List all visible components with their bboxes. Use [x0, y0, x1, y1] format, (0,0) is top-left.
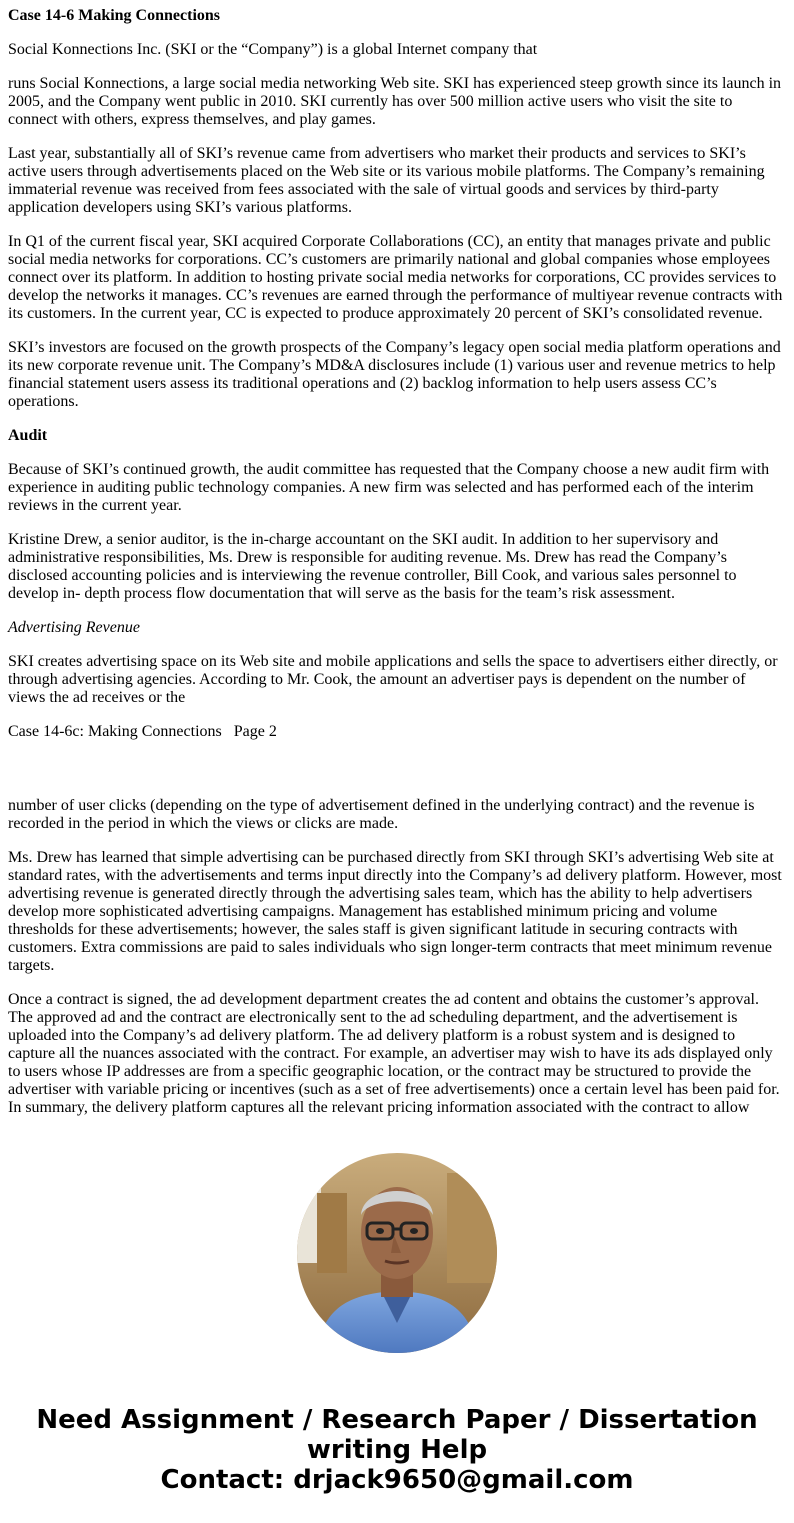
paragraph: In Q1 of the current fiscal year, SKI acquired Corporate Collaborations (CC), an entity that manages private and public social media networks for corporations. CC’s customers are primarily national and global companies whose employees connect over its platform. In addition to hosting private social media networks for corporations, CC provides services to develop the networks it manages. CC’s revenues are earned through the performance of multiyear revenue contracts with its customers. In the current year, CC is expected to produce approximately 20 percent of SKI’s consolidated revenue.	[8, 233, 783, 322]
promo-text	[0, 1405, 794, 1495]
subheading-advertising-revenue: Advertising Revenue	[8, 619, 140, 636]
promo-line: writing Help	[306, 1435, 488, 1465]
paragraph: Because of SKI’s continued growth, the audit committee has requested that the Company choose a new audit firm with experience in auditing public technology companies. A new firm was selected and has performed each of the interim reviews in the current year.	[8, 461, 770, 514]
promo-line: Need Assignment / Research Paper / Dissertation	[36, 1405, 758, 1435]
page-footer: Case 14-6c: Making Connections Page 2	[8, 723, 277, 740]
paragraph: runs Social Konnections, a large social media networking Web site. SKI has experienced steep growth since its launch in 2005, and the Company went public in 2010. SKI currently has over 500 million active users who visit the site to connect with others, express themselves, and play games.	[8, 75, 782, 128]
page-break-spacer	[8, 757, 786, 781]
paragraph: SKI’s investors are focused on the growth prospects of the Company’s legacy open social media platform operations and its new corporate revenue unit. The Company’s MD&A disclosures include (1) various user and revenue metrics to help financial statement users assess its traditional operations and (2) backlog information to help users assess CC’s operations.	[8, 339, 781, 410]
paragraph: Kristine Drew, a senior auditor, is the in-charge accountant on the SKI audit. In addition to her supervisory and administrative responsibilities, Ms. Drew is responsible for auditing revenue. Ms. Drew has read the Company’s disclosed accounting policies and is interviewing the revenue controller, Bill Cook, and various sales personnel to develop in- depth process flow documentation that will serve as the basis for the team’s risk assessment.	[8, 531, 737, 602]
paragraph: Ms. Drew has learned that simple advertising can be purchased directly from SKI through SKI’s advertising Web site at standard rates, with the advertisements and terms input directly into the Company’s ad delivery platform. However, most advertising revenue is generated directly through the advertising sales team, which has the ability to help advertisers develop more sophisticated advertising campaigns. Management has established minimum pricing and volume thresholds for these advertisements; however, the sales staff is given significant latitude in securing contracts with customers. Extra commissions are paid to sales individuals who sign longer-term contracts that meet minimum revenue targets.	[8, 849, 782, 974]
promo-banner	[0, 1123, 794, 1523]
paragraph: Social Konnections Inc. (SKI or the “Company”) is a global Internet company that	[8, 41, 538, 58]
paragraph: number of user clicks (depending on the type of advertisement defined in the underlying contract) and the revenue is recorded in the period in which the views or clicks are made.	[8, 797, 755, 832]
document-title: Case 14-6 Making Connections	[8, 7, 221, 24]
promo-contact-line: Contact: drjack9650@gmail.com	[160, 1465, 634, 1495]
paragraph: Once a contract is signed, the ad development department creates the ad content and obtains the customer’s approval. The approved ad and the contract are electronically sent to the ad scheduling department, and the advertisement is uploaded into the Company’s ad delivery platform. The ad delivery platform is a robust system and is designed to capture all the nuances associated with the contract. For example, an advertiser may wish to have its ads displayed only to users whose IP addresses are from a specific geographic location, or the contract may be structured to provide the advertiser with variable pricing or incentives (such as a set of free advertisements) once a certain level has been paid for. In summary, the delivery platform captures all the relevant pricing information associated with the contract to allow	[8, 991, 780, 1116]
portrait-photo-icon	[297, 1153, 497, 1353]
avatar	[297, 1153, 497, 1353]
paragraph: SKI creates advertising space on its Web site and mobile applications and sells the space to advertisers either directly, or through advertising agencies. According to Mr. Cook, the amount an advertiser pays is dependent on the number of views the ad receives or the	[8, 653, 778, 706]
section-heading-audit: Audit	[8, 427, 48, 444]
paragraph: Last year, substantially all of SKI’s revenue came from advertisers who market their products and services to SKI’s active users through advertisements placed on the Web site or its various mobile platforms. The Company’s remaining immaterial revenue was received from fees associated with the sale of virtual goods and services by third-party application developers using SKI’s various platforms.	[8, 145, 765, 216]
document-content	[0, 7, 794, 1117]
